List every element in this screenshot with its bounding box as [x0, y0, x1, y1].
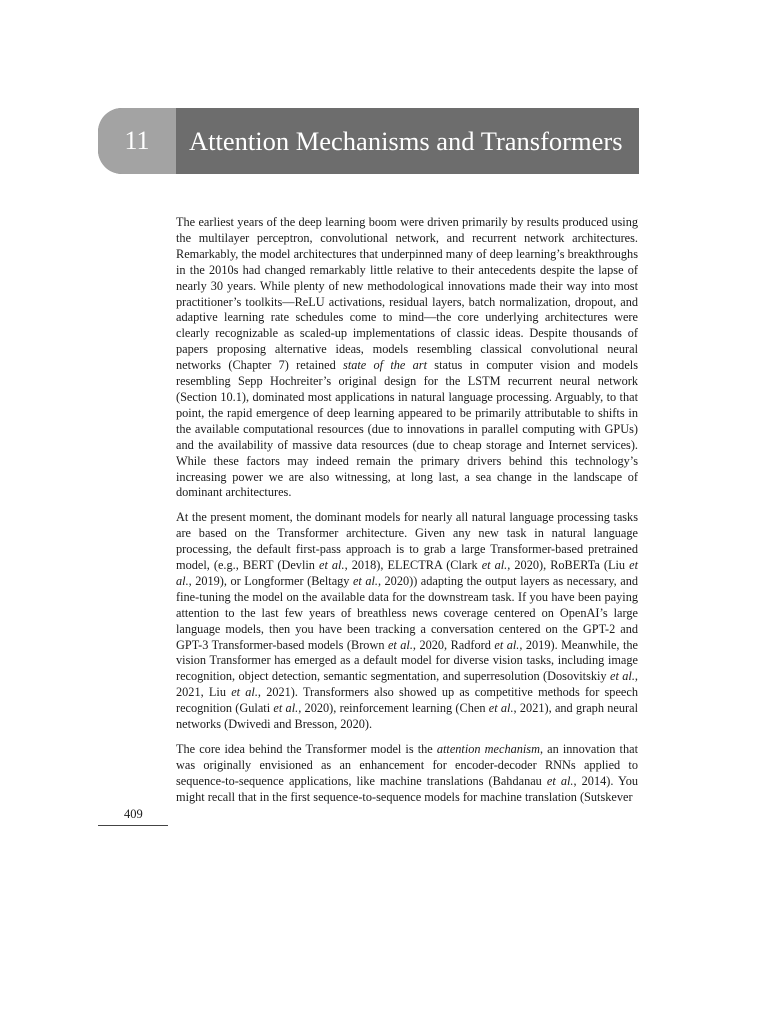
chapter-number: 11: [98, 108, 176, 174]
text-run: , 2019). Meanwhile, the vision Transformer has emerged as a default model for diverse vision tasks, including image recognition, object detection, semantic segmentation, and superresolution (Dosovitskiy: [176, 637, 638, 684]
italic-text: state of the art: [343, 358, 428, 373]
text-run: , an innovation that was originally envisioned as an enhancement for encoder-decoder RNNs applied to sequence-to-sequence applications, like machine translations (Bahdanau: [176, 742, 638, 788]
text-run: , 2020), RoBERTa (Liu: [507, 558, 630, 573]
chapter-body: [176, 215, 638, 815]
italic-text: et al.: [318, 558, 345, 573]
paragraph-core-idea: [176, 742, 638, 806]
text-run: , 2021). Transformers also showed up as competitive methods for speech recognition (Gulati: [176, 685, 638, 716]
chapter-header-bar: [98, 108, 639, 174]
text-run: , 2019), or Longformer (Beltagy: [188, 573, 353, 588]
italic-text: et al.: [609, 669, 635, 684]
text-run: The earliest years of the deep learning boom were driven primarily by results produced using the multilayer perceptron, convolutional network, and recurrent network architectures. Remarkably, the model architectures that underpinned many of deep learning’s breakthroughs in the 2010s had changed remarkably little relative to their antecedents despite the lapse of nearly 30 years. While plenty of new methodological innovations made their way into most practitioner’s toolkits—ReLU activations, residual layers, batch normalization, dropout, and adaptive learning rate schedules come to mind—the core underlying architectures were clearly recognizable as scaled-up implementations of classic ideas. Despite thousands of papers proposing alternative ideas, models resembling classical convolutional neural networks (Chapter 7) retained: [176, 215, 638, 373]
text-run: , 2021), and graph neural networks (Dwivedi and Bresson, 2020).: [176, 701, 638, 732]
text-run: status in computer vision and models resembling Sepp Hochreiter’s original design for the LSTM recurrent neural network (Section 10.1), dominated most applications in natural language processing. Arguably, to that point, the rapid emergence of deep learning appeared to be primarily attributable to shifts in the available computational resources (due to innovations in parallel computing with GPUs) and the availability of massive data resources (due to cheap storage and Internet services). While these factors may indeed remain the primary drivers behind this technology’s increasing power we are also witnessing, at long last, a sea change in the landscape of dominant architectures.: [176, 358, 638, 500]
page-number: 409: [124, 807, 143, 821]
italic-text: et al.: [231, 685, 258, 700]
italic-text: et al.: [176, 558, 639, 588]
chapter-title: Attention Mechanisms and Transformers: [189, 126, 623, 156]
page-number-rule: [98, 825, 168, 826]
italic-text: et al.: [352, 573, 378, 588]
text-run: , 2020, Radford: [412, 637, 495, 652]
paragraph-transformer-dominance: [176, 510, 638, 733]
text-run: , 2021, Liu: [176, 669, 638, 700]
italic-text: et al.: [387, 637, 413, 652]
text-run: , 2018), ELECTRA (Clark: [344, 558, 482, 573]
italic-text: et al.: [273, 701, 299, 716]
italic-text: et al.: [546, 773, 574, 788]
italic-text: attention mechanism: [436, 742, 540, 756]
italic-text: et al.: [494, 637, 520, 652]
text-run: , 2020), reinforcement learning (Chen: [298, 701, 489, 716]
text-run: , 2014). You might recall that in the first sequence-to-sequence models for machine translation (Sutskever: [176, 773, 638, 804]
italic-text: et al.: [488, 701, 514, 716]
text-run: , 2020)) adapting the output layers as necessary, and fine-tuning the model on the available data for the downstream task. If you have been paying attention to the last few years of breathless news coverage centered on OpenAI’s large language models, then you have been tracking a conversation centered on the GPT-2 and GPT-3 Transformer-based models (Brown: [176, 573, 638, 652]
paragraph-intro: [176, 215, 638, 501]
italic-text: et al.: [481, 558, 508, 573]
text-run: At the present moment, the dominant models for nearly all natural language processing tasks are based on the Transformer architecture. Given any new task in natural language processing, the default first-pass approach is to grab a large Transformer-based pretrained model, (e.g., BERT (Devlin: [176, 510, 638, 573]
text-run: The core idea behind the Transformer model is the: [176, 742, 437, 756]
